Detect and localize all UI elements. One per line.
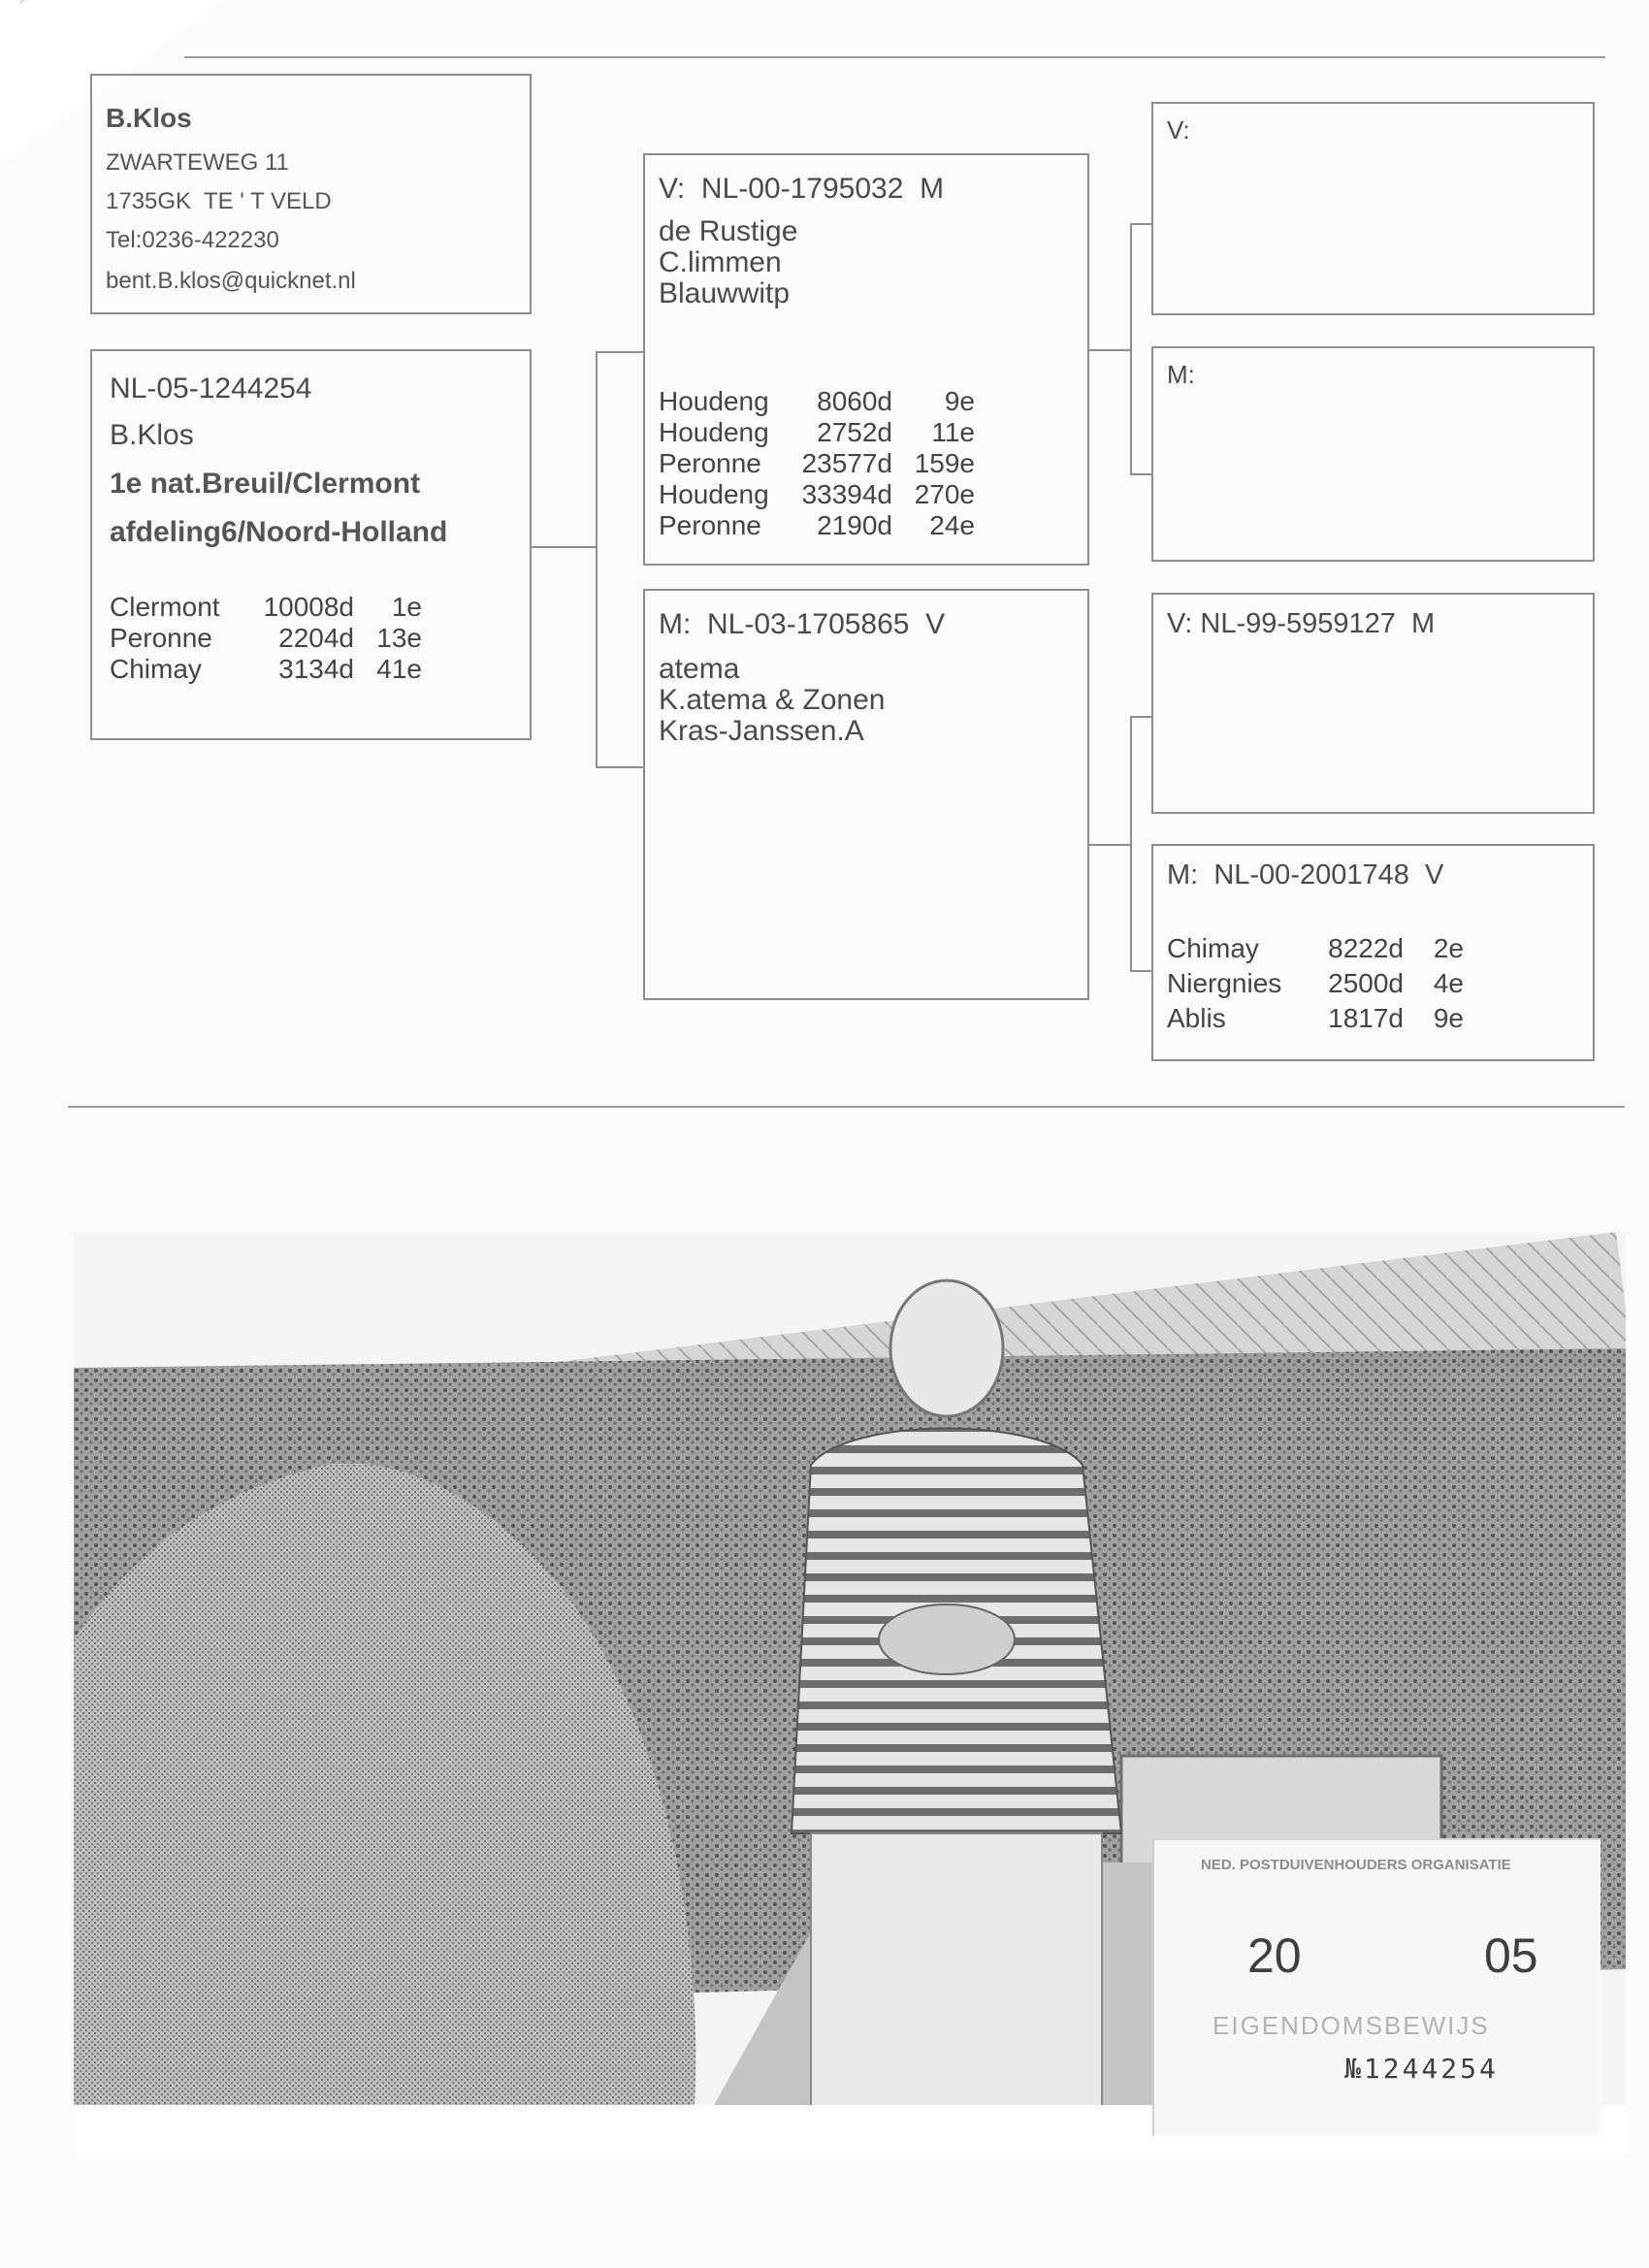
owner-name: B.Klos xyxy=(106,103,192,133)
father-result-place: Houdeng xyxy=(659,479,769,509)
mm-result-birds: 2500d xyxy=(1328,968,1404,998)
father-result-birds: 23577d xyxy=(801,448,892,478)
father-line-1: de Rustige xyxy=(659,215,798,247)
father-box xyxy=(643,153,1089,566)
father-result-birds: 2190d xyxy=(817,510,892,540)
connector-mother xyxy=(1089,844,1132,846)
connector-to-mother xyxy=(596,766,644,768)
father-line-2: C.limmen xyxy=(659,246,782,278)
pigeon-result-place: Chimay xyxy=(110,654,202,684)
connector-to-mf xyxy=(1130,716,1151,718)
father-result-place: Peronne xyxy=(659,510,761,540)
mf-ring: V: NL-99-5959127 M xyxy=(1167,608,1436,639)
mm-result-birds: 1817d xyxy=(1328,1003,1404,1033)
owner-tel: Tel:0236-422230 xyxy=(106,227,279,253)
pigeon-result-birds: 2204d xyxy=(278,623,354,653)
connector-to-mm xyxy=(1130,970,1151,972)
mm-result-rank: 2e xyxy=(1433,933,1464,963)
father-result-place: Houdeng xyxy=(659,417,769,447)
stamp-header: NED. POSTDUIVENHOUDERS ORGANISATIE xyxy=(1201,1857,1511,1873)
father-result-rank: 24e xyxy=(929,510,975,540)
grandmother-maternal-box xyxy=(1151,844,1595,1061)
grandfather-paternal-box xyxy=(1151,102,1595,315)
fm-label: M: xyxy=(1167,360,1195,389)
stamp-year-left: 20 xyxy=(1247,1928,1302,1983)
father-line-3: Blauwwitp xyxy=(659,277,791,309)
owner-city: 1735GK TE ' T VELD xyxy=(106,188,332,214)
ring-stamp xyxy=(1152,1838,1600,2136)
pigeon-result-rank: 41e xyxy=(376,654,422,684)
mother-box xyxy=(643,589,1089,1000)
mother-ring: M: NL-03-1705865 V xyxy=(659,608,946,640)
connector-mother-vertical xyxy=(1130,716,1132,970)
pigeon-result-place: Clermont xyxy=(110,592,220,622)
pigeon-result-birds: 10008d xyxy=(263,592,354,622)
mother-line-2: K.atema & Zonen xyxy=(659,684,886,716)
middle-rule xyxy=(68,1106,1625,1108)
connector-main xyxy=(532,546,596,548)
stamp-year-right: 05 xyxy=(1484,1928,1538,1983)
pigeon-box xyxy=(90,349,532,740)
pigeon-title-2: afdeling6/Noord-Holland xyxy=(110,516,448,548)
connector-main-vertical xyxy=(596,351,598,766)
mm-result-rank: 9e xyxy=(1433,1003,1464,1033)
pigeon-ring: NL-05-1244254 xyxy=(110,373,312,405)
grandmother-paternal-box xyxy=(1151,346,1595,562)
grandfather-maternal-box xyxy=(1151,593,1595,814)
mm-result-birds: 8222d xyxy=(1328,933,1404,963)
pigeon-title-1: 1e nat.Breuil/Clermont xyxy=(110,468,421,500)
mother-line-3: Kras-Janssen.A xyxy=(659,715,864,747)
father-ring: V: NL-00-1795032 M xyxy=(659,173,945,205)
connector-to-fm xyxy=(1130,473,1151,475)
stamp-subtitle: EIGENDOMSBEWIJS xyxy=(1212,2011,1490,2040)
mother-line-1: atema xyxy=(659,653,740,685)
mm-ring: M: NL-00-2001748 V xyxy=(1167,859,1444,891)
pigeon-result-place: Peronne xyxy=(110,623,212,653)
father-result-rank: 11e xyxy=(931,417,975,447)
stamp-number: №1244254 xyxy=(1344,2053,1499,2085)
top-rule xyxy=(184,56,1605,58)
pigeon-owner: B.Klos xyxy=(110,419,194,451)
pigeon-result-rank: 1e xyxy=(391,592,422,622)
father-result-rank: 159e xyxy=(914,448,975,478)
pigeon-result-birds: 3134d xyxy=(278,654,354,684)
father-result-rank: 9e xyxy=(944,386,975,416)
pigeon-result-rank: 13e xyxy=(376,623,422,653)
ff-label: V: xyxy=(1167,115,1190,145)
mm-result-place: Ablis xyxy=(1167,1003,1226,1033)
mm-result-place: Chimay xyxy=(1167,933,1259,963)
connector-to-father xyxy=(596,351,644,353)
connector-to-ff xyxy=(1130,223,1151,225)
owner-box xyxy=(90,74,532,314)
mm-result-rank: 4e xyxy=(1433,968,1464,998)
father-result-rank: 270e xyxy=(914,479,975,509)
father-result-birds: 2752d xyxy=(817,417,892,447)
father-result-birds: 8060d xyxy=(817,386,892,416)
father-result-birds: 33394d xyxy=(801,479,892,509)
connector-father xyxy=(1089,349,1132,351)
connector-father-vertical xyxy=(1130,223,1132,473)
father-result-place: Houdeng xyxy=(659,386,769,416)
mm-result-place: Niergnies xyxy=(1167,968,1282,998)
owner-email: bent.B.klos@quicknet.nl xyxy=(106,268,356,294)
owner-street: ZWARTEWEG 11 xyxy=(106,149,289,176)
father-result-place: Peronne xyxy=(659,448,761,478)
